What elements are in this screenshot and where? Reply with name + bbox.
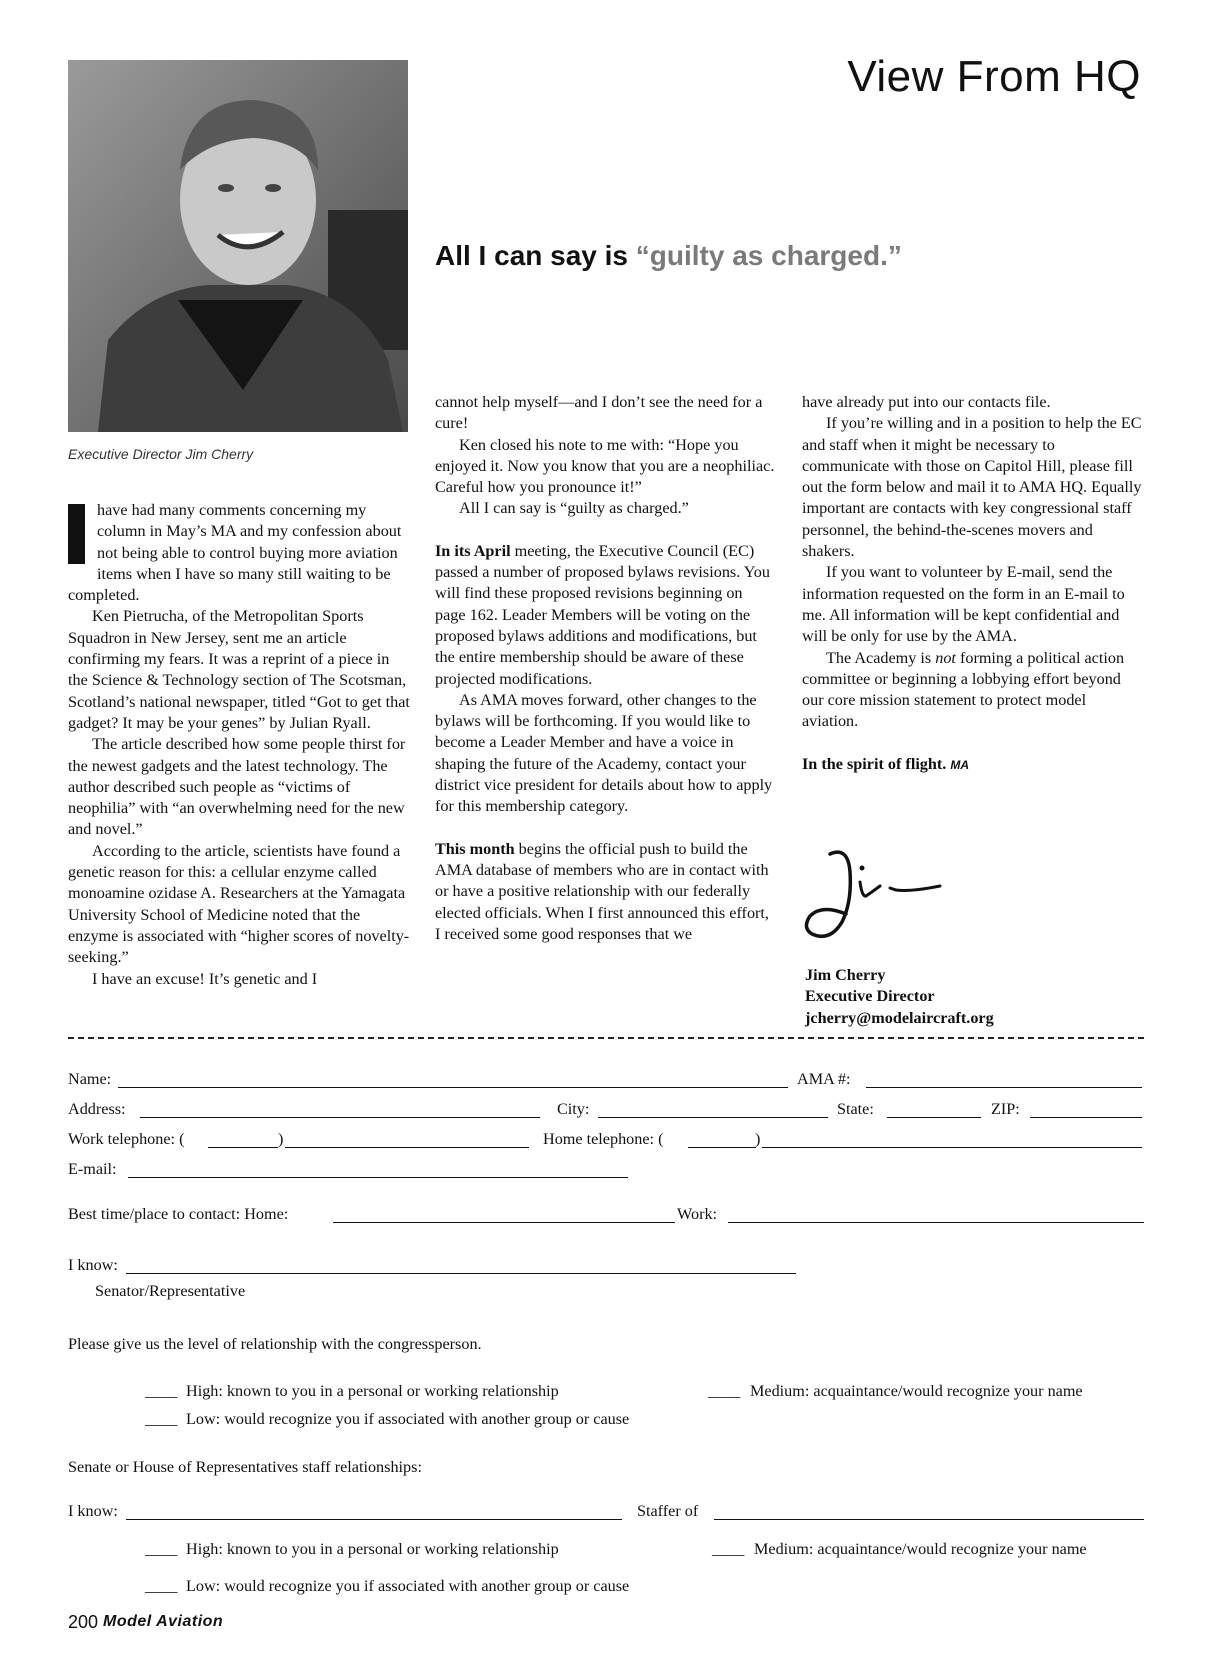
article-paragraph: If you want to volunteer by E-mail, send the information requested on the form in an E-mail to me. All information will be kept confidential and will be only for use by the AMA.: [802, 563, 1125, 646]
address-field[interactable]: [140, 1117, 540, 1118]
best-time-label: Best time/place to contact: Home:: [68, 1205, 289, 1223]
article-paragraph: The Academy is not forming a political action committee or beginning a lobbying effort beyond our core mission statement to protect model aviation.: [802, 648, 1125, 731]
article-column-2: [435, 392, 777, 945]
article-paragraph: Ken closed his note to me with: “Hope you enjoyed it. Now you know that you are a neophiliac. Careful how you pronounce it!”: [435, 435, 775, 497]
article-paragraph: In its April meeting, the Executive Council (EC) passed a number of proposed bylaws revisions. You will find these proposed revisions beginning on page 162. Leader Members will be voting on the proposed bylaws additions and modifications, but the entire membership should be aware of these projected modifications.: [435, 541, 770, 688]
pull-quote-prefix: All I can say is: [435, 240, 636, 271]
staff-medium-option-label: Medium: acquaintance/would recognize your name: [754, 1540, 1087, 1558]
author-photo: [68, 60, 408, 432]
low-option-label: Low: would recognize you if associated with another group or cause: [186, 1410, 630, 1428]
state-field[interactable]: [887, 1117, 981, 1118]
name-field[interactable]: [118, 1087, 788, 1088]
staff-low-option-label: Low: would recognize you if associated with another group or cause: [186, 1577, 630, 1595]
best-time-home-field[interactable]: [333, 1222, 675, 1223]
article-paragraph: have had many comments concerning my column in May’s MA and my confession about not being able to control buying more aviation items when I have so many still waiting to be completed.: [68, 501, 402, 605]
medium-option-blank[interactable]: ____: [708, 1382, 741, 1400]
ama-number-label: AMA #:: [797, 1070, 851, 1088]
author-email: jcherry@modelaircraft.org: [805, 1008, 994, 1027]
staff-high-option-blank[interactable]: ____: [145, 1540, 178, 1558]
pull-quote-highlight: “guilty as charged.”: [635, 240, 902, 271]
zip-label: ZIP:: [991, 1100, 1020, 1118]
address-label: Address:: [68, 1100, 126, 1118]
zip-field[interactable]: [1030, 1117, 1142, 1118]
work-area-code-field[interactable]: [208, 1147, 278, 1148]
work-paren-close: ): [278, 1130, 284, 1148]
staffer-of-field[interactable]: [714, 1519, 1144, 1520]
staff-low-option-blank[interactable]: ____: [145, 1577, 178, 1595]
article-paragraph: Ken Pietrucha, of the Metropolitan Sports Squadron in New Jersey, sent me an article confirming my fears. It was a reprint of a piece in the Science & Technology section of The Scotsman, Scotland’s national newspaper, titled “Got to get that gadget? It may be your genes” by Julian Ryall.: [68, 607, 410, 732]
work-contact-label: Work:: [677, 1205, 718, 1223]
drop-cap: [68, 504, 85, 564]
author-signature-block: [805, 965, 994, 1029]
staff-heading: Senate or House of Representatives staff relationships:: [68, 1458, 422, 1476]
signature-image: [800, 842, 1000, 952]
page-number: 200: [68, 1612, 99, 1632]
magazine-name: Model Aviation: [103, 1613, 224, 1630]
email-label: E-mail:: [68, 1160, 117, 1178]
staffer-of-label: Staffer of: [637, 1502, 699, 1520]
home-area-code-field[interactable]: [688, 1147, 756, 1148]
article-paragraph: If you’re willing and in a position to help the EC and staff when it might be necessary to communicate with those on Capitol Hill, please fill out the form below and mail it to AMA HQ. Equally important are contacts with key congressional staff personnel, the behind-the-scenes movers and shakers.: [802, 414, 1142, 561]
work-telephone-field[interactable]: [285, 1147, 529, 1148]
staff-medium-option-blank[interactable]: ____: [712, 1540, 745, 1558]
staff-name-field[interactable]: [126, 1519, 622, 1520]
i-know-label: I know:: [68, 1256, 118, 1274]
sign-off: In the spirit of flight. MA: [802, 754, 970, 773]
article-paragraph: have already put into our contacts file.: [802, 393, 1051, 411]
article-paragraph: All I can say is “guilty as charged.”: [459, 499, 689, 518]
ama-number-field[interactable]: [866, 1087, 1142, 1088]
staff-high-option-label: High: known to you in a personal or working relationship: [186, 1540, 559, 1558]
home-telephone-field[interactable]: [762, 1147, 1142, 1148]
article-paragraph: I have an excuse! It’s genetic and I: [92, 969, 318, 988]
work-telephone-label: Work telephone: (: [68, 1130, 185, 1148]
senator-representative-label: Senator/Representative: [95, 1282, 246, 1300]
best-time-work-field[interactable]: [728, 1222, 1144, 1223]
article-paragraph: The article described how some people thirst for the newest gadgets and the latest technology. The author described such people as “victims of neophilia” with “an overwhelming need for the new and novel.”: [68, 735, 406, 839]
low-option-blank[interactable]: ____: [145, 1410, 178, 1428]
author-title: Executive Director: [805, 987, 935, 1006]
medium-option-label: Medium: acquaintance/would recognize your name: [750, 1382, 1083, 1400]
high-option-label: High: known to you in a personal or working relationship: [186, 1382, 559, 1400]
level-prompt: Please give us the level of relationship with the congressperson.: [68, 1335, 482, 1353]
city-label: City:: [557, 1100, 590, 1118]
article-column-3: [802, 392, 1142, 776]
ma-mark: MA: [950, 757, 970, 772]
article-paragraph: According to the article, scientists have found a genetic reason for this: a cellular enzyme called monoamine ozidase A. Researchers at the Yamagata University School of Medicine noted that the enzyme is associated with “higher scores of novelty-seeking.”: [68, 841, 410, 967]
pull-quote: [435, 240, 902, 272]
cut-line: [68, 1037, 1144, 1039]
portrait-image: [68, 60, 408, 432]
senator-field[interactable]: [126, 1273, 796, 1274]
article-column-1: [68, 500, 410, 990]
home-paren-close: ): [755, 1130, 761, 1148]
email-field[interactable]: [128, 1177, 628, 1178]
article-paragraph: cannot help myself—and I don’t see the need for a cure!: [435, 393, 763, 433]
home-telephone-label: Home telephone: (: [543, 1130, 664, 1148]
city-field[interactable]: [598, 1117, 828, 1118]
name-label: Name:: [68, 1070, 112, 1088]
article-paragraph: This month begins the official push to build the AMA database of members who are in contact with or have a positive relationship with our federally elected officials. When I first announced this effort, I received some good responses that we: [435, 839, 769, 943]
staff-i-know-label: I know:: [68, 1502, 118, 1520]
page-title: View From HQ: [847, 52, 1141, 101]
photo-caption: Executive Director Jim Cherry: [68, 446, 254, 462]
article-paragraph: As AMA moves forward, other changes to the bylaws will be forthcoming. If you would like to become a Leader Member and have a voice in shaping the future of the Academy, contact your district vice president for details about how to apply for this membership category.: [435, 690, 773, 816]
author-name: Jim Cherry: [805, 966, 886, 984]
high-option-blank[interactable]: ____: [145, 1382, 178, 1400]
state-label: State:: [837, 1100, 874, 1118]
